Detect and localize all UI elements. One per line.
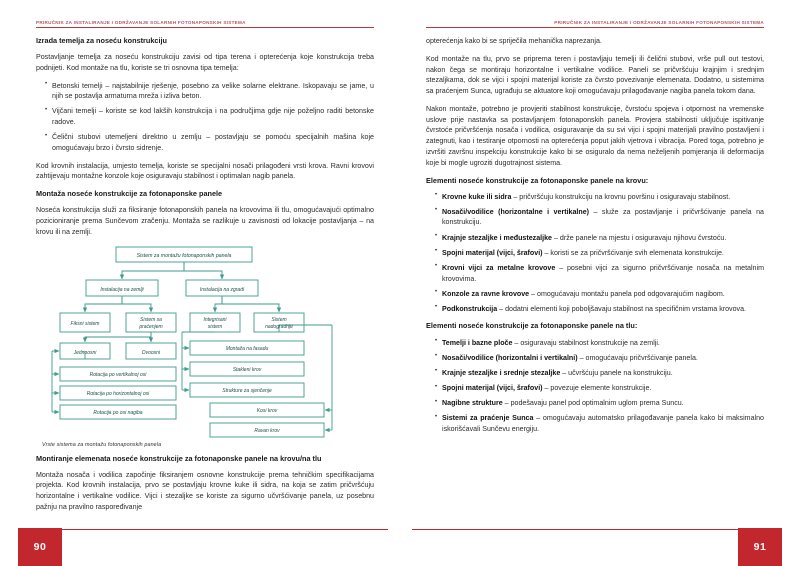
- section-heading-roof-elements: Elementi noseće konstrukcije za fotonaponske panele na krovu:: [426, 175, 649, 185]
- flow-node-rot-vertical: Rotacija po vertikalnoj osi: [89, 371, 147, 378]
- figure-caption: Vrste sistema za montažu fotonaponskih panela: [42, 441, 162, 448]
- list-item-desc: – koristi se za pričvršćivanje svih elemenata konstrukcije.: [542, 248, 724, 257]
- flow-node-pitched-roof: Kosi krov: [256, 407, 278, 414]
- footer-rule-left: [36, 529, 388, 530]
- list-item-desc: – drže panele na mjestu i osiguravaju njihovu čvrstoću.: [552, 233, 727, 242]
- page-number-right: 91: [738, 528, 782, 566]
- list-item-term: Krovne kuke ili sidra: [442, 192, 512, 201]
- foundation-types-list: [36, 81, 374, 154]
- list-item-desc: – posebni vijci za sigurno pričvršćivanje nosača na metalnim krovovima.: [442, 263, 764, 283]
- figure-mounting-systems: [36, 245, 374, 448]
- list-item: [436, 192, 764, 203]
- list-item: [436, 233, 764, 244]
- list-item: • Betonski temelji – najstabilnije rješenje, posebno za velike solarne elektrane. Iskopavaju se jame, u njih se postavlja armaturna mreža i izliva beton.: [46, 81, 374, 102]
- footer-rule-right: [412, 529, 764, 530]
- list-item-term: Krajnje stezaljke i srednje stezaljke: [442, 368, 561, 377]
- flow-node-tracking-2: praćenjem: [139, 323, 163, 330]
- list-item: • Čelični stubovi utemeljeni direktno u zemlju – postavljaju se pomoću specijalnih mašina koje omogućavaju brzo i čvrsto sidrenje.: [46, 132, 374, 153]
- ground-elements-list: [426, 338, 764, 435]
- list-item-term: Krovni vijci za metalne krovove: [442, 263, 556, 272]
- list-item-desc: – učvršćuju panele na konstrukciju.: [560, 368, 673, 377]
- flow-node-addon-1: Sistem: [271, 316, 287, 323]
- flow-node-single-axis: Jednoosni: [73, 349, 97, 356]
- right-page: [400, 0, 800, 566]
- flow-node-facade: Montaža na fasadu: [225, 345, 269, 352]
- list-item-desc: – podešavaju panel pod optimalnim uglom prema Suncu.: [502, 399, 684, 408]
- flow-node-addon-2: nadogradnje: [265, 323, 293, 330]
- list-item-term: Spojni materijal (vijci, šrafovi): [442, 248, 543, 257]
- flow-node-glass-roof: Stakleni krov: [232, 366, 262, 373]
- header-rule: [36, 27, 374, 28]
- flow-node-flat-roof: Ravan krov: [254, 427, 280, 434]
- running-header-text: PRIRUČNIK ZA INSTALIRANJE I ODRŽAVANJE SOLARNIH FOTONAPONSKIH SISTEMA: [36, 20, 246, 25]
- running-header-right: [426, 20, 764, 36]
- list-item-desc: – pričvršćuju konstrukciju na krovnu površinu i osiguravaju stabilnost.: [511, 192, 731, 201]
- list-item: [436, 368, 764, 379]
- flow-node-integrated-1: Integrisani: [203, 316, 227, 323]
- section-heading-elements-install: Montiranje elemenata noseće konstrukcije za fotonaponske panele na krovu/na tlu: [36, 453, 322, 463]
- list-item: [436, 338, 764, 349]
- list-item: [436, 207, 764, 228]
- list-item: [436, 383, 764, 394]
- list-item-desc: – dodatni elementi koji poboljšavaju stabilnost na specifičnim vrstama krovova.: [497, 304, 747, 313]
- list-item-desc: – omogućavaju automatsko prilagođavanje panela kako bi maksimalno iskorišćavali Sunčevu energiju.: [442, 414, 765, 433]
- list-item: [436, 353, 764, 364]
- section-heading-ground-elements: Elementi noseće konstrukcije za fotonaponske panele na tlu:: [426, 321, 638, 331]
- paragraph-installation-detail: Montaža nosača i vodilica započinje fiksiranjem osnovne konstrukcije prema tehničkim specifikacijama projekta. Kod krovnih instalacija, prvo se postavljaju krovne kuke ili sidra, na koja se zatim pričvršćuju horizontalne i vertikalne vodilice. Vijci i stezaljke se koriste za sigurno učvršćivanje panela, uz posebnu pažnju na pravilno raspoređivanje: [36, 470, 374, 511]
- page-number-left: 90: [18, 528, 62, 566]
- list-item: [436, 289, 764, 300]
- list-item-term: Konzole za ravne krovove: [442, 289, 530, 298]
- paragraph-continuation: opterećenja kako bi se spriječila mehanička naprezanja.: [426, 37, 602, 45]
- section-heading-mounting: Montaža noseće konstrukcije za fotonaponske panele: [36, 189, 223, 199]
- flow-node-tracking-1: Sistem sa: [140, 316, 162, 323]
- flow-node-root: Sistem za montažu fotonaponskih panela: [136, 252, 232, 259]
- paragraph-post-installation-check: Nakon montaže, potrebno je provjeriti stabilnost konstrukcije, čvrstoću spojeva i otpornost na vremenske uslove prije nastavka sa postavljanjem fotonaponskih panela. Provjera stabilnosti uključuje ispitivanje čvrstoće pričvršćenja nosača i vodilica, osiguravanje da su svi vijci i spojni materijali pravilno postavljeni i zategnuti, kao i testiranje otpornosti na opterećenja poput jakih vjetrova i vibracija. Pored toga, potrebno je izvršiti završnu inspekciju konstrukcije kako bi se osiguralo da nema neželjenih pomjeranja ili deformacija koje bi mogle ugroziti dugotrajnost sistema.: [426, 104, 764, 167]
- page-title: Izrada temelja za noseću konstrukciju: [36, 36, 167, 45]
- flowchart: [38, 245, 386, 441]
- list-item-desc: – omogućavaju montažu panela pod odgovarajućim nagibom.: [529, 289, 725, 298]
- list-item-term: Sistemi za praćenje Sunca: [442, 414, 534, 423]
- roof-elements-list: [426, 192, 764, 315]
- list-item: [436, 263, 764, 284]
- header-rule: [426, 27, 764, 28]
- list-item: [436, 304, 764, 315]
- list-item-term: Nosači/vodilice (horizontalni i vertikalni): [442, 353, 578, 362]
- list-item-desc: – povezuje elemente konstrukcije.: [542, 384, 652, 392]
- flow-node-fixed: Fiksni sistem: [70, 320, 100, 327]
- paragraph-roof-mounts: Kod krovnih instalacija, umjesto temelja, koriste se specijalni nosači prilagođeni vrsti krova. Ravni krovovi zahtijevaju montažne konzole koje osiguravaju stabilnost i optimalan nagib panela.: [36, 161, 374, 181]
- list-item-term: Spojni materijal (vijci, šrafovi): [442, 384, 543, 392]
- list-item: [436, 398, 764, 409]
- list-item: [436, 413, 764, 434]
- paragraph-foundations-intro: Postavljanje temelja za noseću konstrukciju zavisi od tipa terena i opterećenja koje konstrukcija treba podnijeti. Kod montaže na tlu, koriste se tri osnovna tipa temelja:: [36, 53, 374, 72]
- running-header-left: [36, 20, 374, 36]
- list-item-term: Nosači/vodilice (horizontalne i vertikalne): [442, 207, 590, 216]
- list-item-term: Podkonstrukcija: [442, 304, 498, 313]
- list-item-desc: – osiguravaju stabilnost konstrukcije na zemlji.: [512, 338, 660, 347]
- flow-node-rot-tilt: Rotacija po osi nagiba: [93, 409, 143, 416]
- list-item-term: Krajnje stezaljke i međustezaljke: [442, 233, 553, 242]
- list-item-term: Temelji i bazne ploče: [442, 338, 513, 347]
- flow-node-integrated-2: sistem: [207, 323, 223, 330]
- list-item-desc: – služe za postavljanje i pričvršćivanje panela na konstrukciju.: [442, 207, 764, 227]
- list-item: • Vijčani temelji – koriste se kod lakših konstrukcija i na područjima gdje nije poželjno raditi betonske radove.: [46, 106, 374, 127]
- flow-node-rot-horizontal: Rotacija po horizontalnoj osi: [86, 390, 150, 397]
- flow-node-shading: Strukture za sjenčenje: [222, 387, 272, 394]
- list-item-desc: – omogućavaju pričvršćivanje panela.: [577, 353, 698, 362]
- flow-node-ground: Instalacija na zemlji: [100, 286, 144, 293]
- flow-node-building: Instalacija na zgradi: [199, 286, 245, 293]
- running-header-text: PRIRUČNIK ZA INSTALIRANJE I ODRŽAVANJE SOLARNIH FOTONAPONSKIH SISTEMA: [554, 20, 764, 25]
- paragraph-ground-mounting: Kod montaže na tlu, prvo se priprema teren i postavljaju temelji ili čelični stubovi, vrše pull out testovi, nakon čega se montiraju horizontalne i vertikalne vodilice. Paneli se pričvršćuju krajnjim i srednjim stezaljkama, dok se vijci i spojni materijal koriste za čvrsto povezivanje elemenata. Dodatno, u sistemima sa praćenjem Sunca, ugrađuju se aktuatore koji omogućavaju prilagođavanje nagiba panela tokom dana.: [426, 54, 764, 96]
- paragraph-mounting-intro: Noseća konstrukcija služi za fiksiranje fotonaponskih panela na krovovima ili tlu, omogućavajući optimalno pozicioniranje prema Sunčevom zračenju. Montaža se razlikuje u zavisnosti od lokacije postavljanja – na krovu ili na zemlji.: [36, 206, 374, 236]
- list-item-term: Nagibne strukture: [442, 399, 503, 408]
- flow-node-dual-axis: Dvoosni: [141, 349, 161, 356]
- list-item: [436, 248, 764, 259]
